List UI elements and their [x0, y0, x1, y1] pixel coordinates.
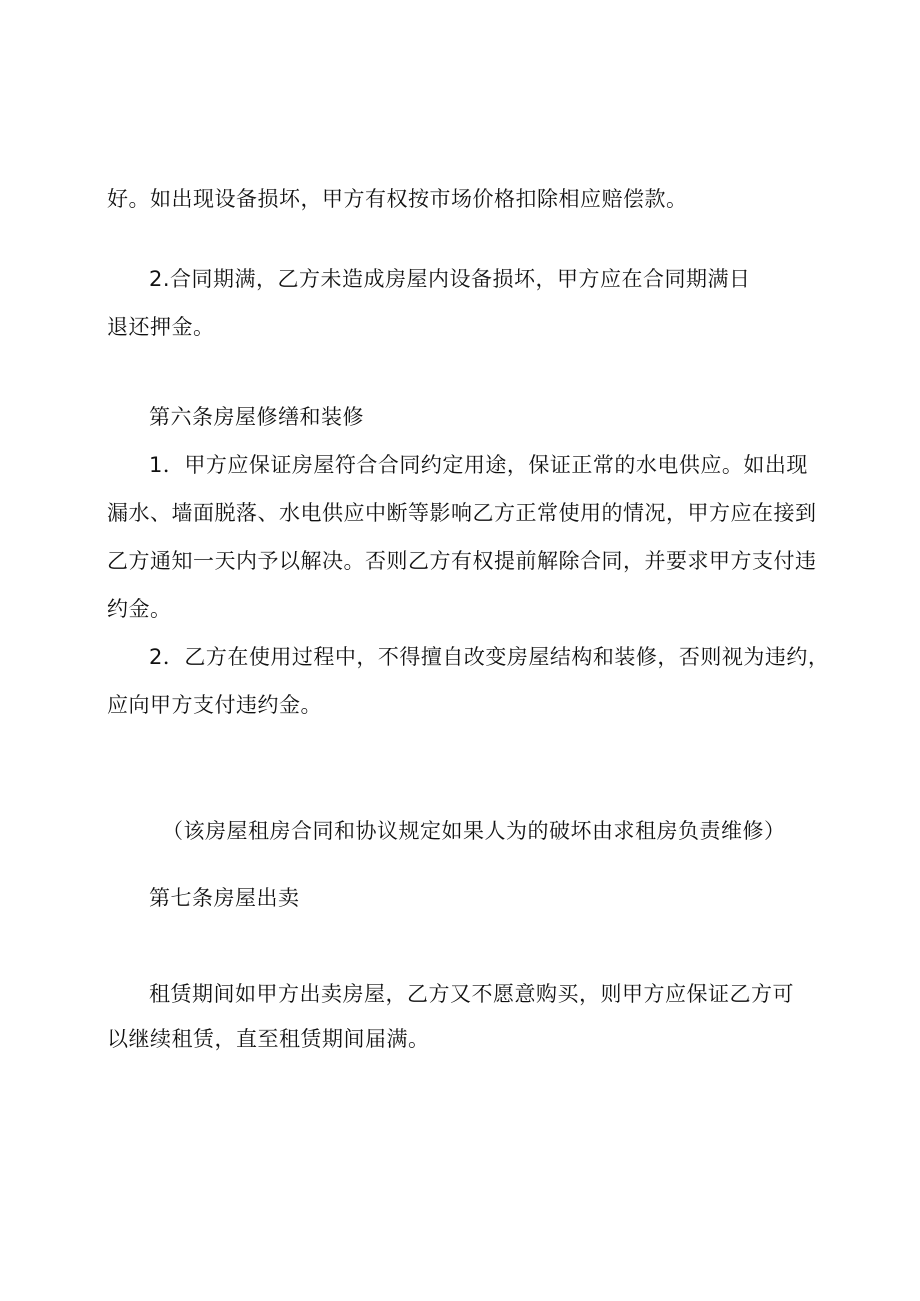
- paragraph-line: 2．乙方在使用过程中，不得擅自改变房屋结构和装修，否则视为违约，: [149, 645, 830, 669]
- paragraph-line: 约金。: [107, 597, 172, 621]
- paragraph-line: 以继续租赁，直至租赁期间届满。: [107, 1027, 430, 1051]
- paragraph-line: 乙方通知一天内予以解决。否则乙方有权提前解除合同，并要求甲方支付违: [107, 549, 817, 573]
- note-line: （该房屋租房合同和协议规定如果人为的破坏由求租房负责维修）: [162, 819, 786, 843]
- paragraph-line: 租赁期间如甲方出卖房屋，乙方又不愿意购买，则甲方应保证乙方可: [149, 982, 794, 1006]
- section-heading: 第六条房屋修缮和装修: [149, 405, 364, 429]
- paragraph-line: 1．甲方应保证房屋符合合同约定用途，保证正常的水电供应。如出现: [149, 453, 808, 477]
- paragraph-line: 漏水、墙面脱落、水电供应中断等影响乙方正常使用的情况，甲方应在接到: [107, 501, 817, 525]
- paragraph-line: 应向甲方支付违约金。: [107, 693, 322, 717]
- section-heading: 第七条房屋出卖: [149, 886, 300, 910]
- paragraph-line: 退还押金。: [107, 315, 215, 339]
- paragraph-line: 好。如出现设备损坏，甲方有权按市场价格扣除相应赔偿款。: [107, 187, 688, 211]
- paragraph-line: 2.合同期满，乙方未造成房屋内设备损坏，甲方应在合同期满日: [149, 267, 751, 291]
